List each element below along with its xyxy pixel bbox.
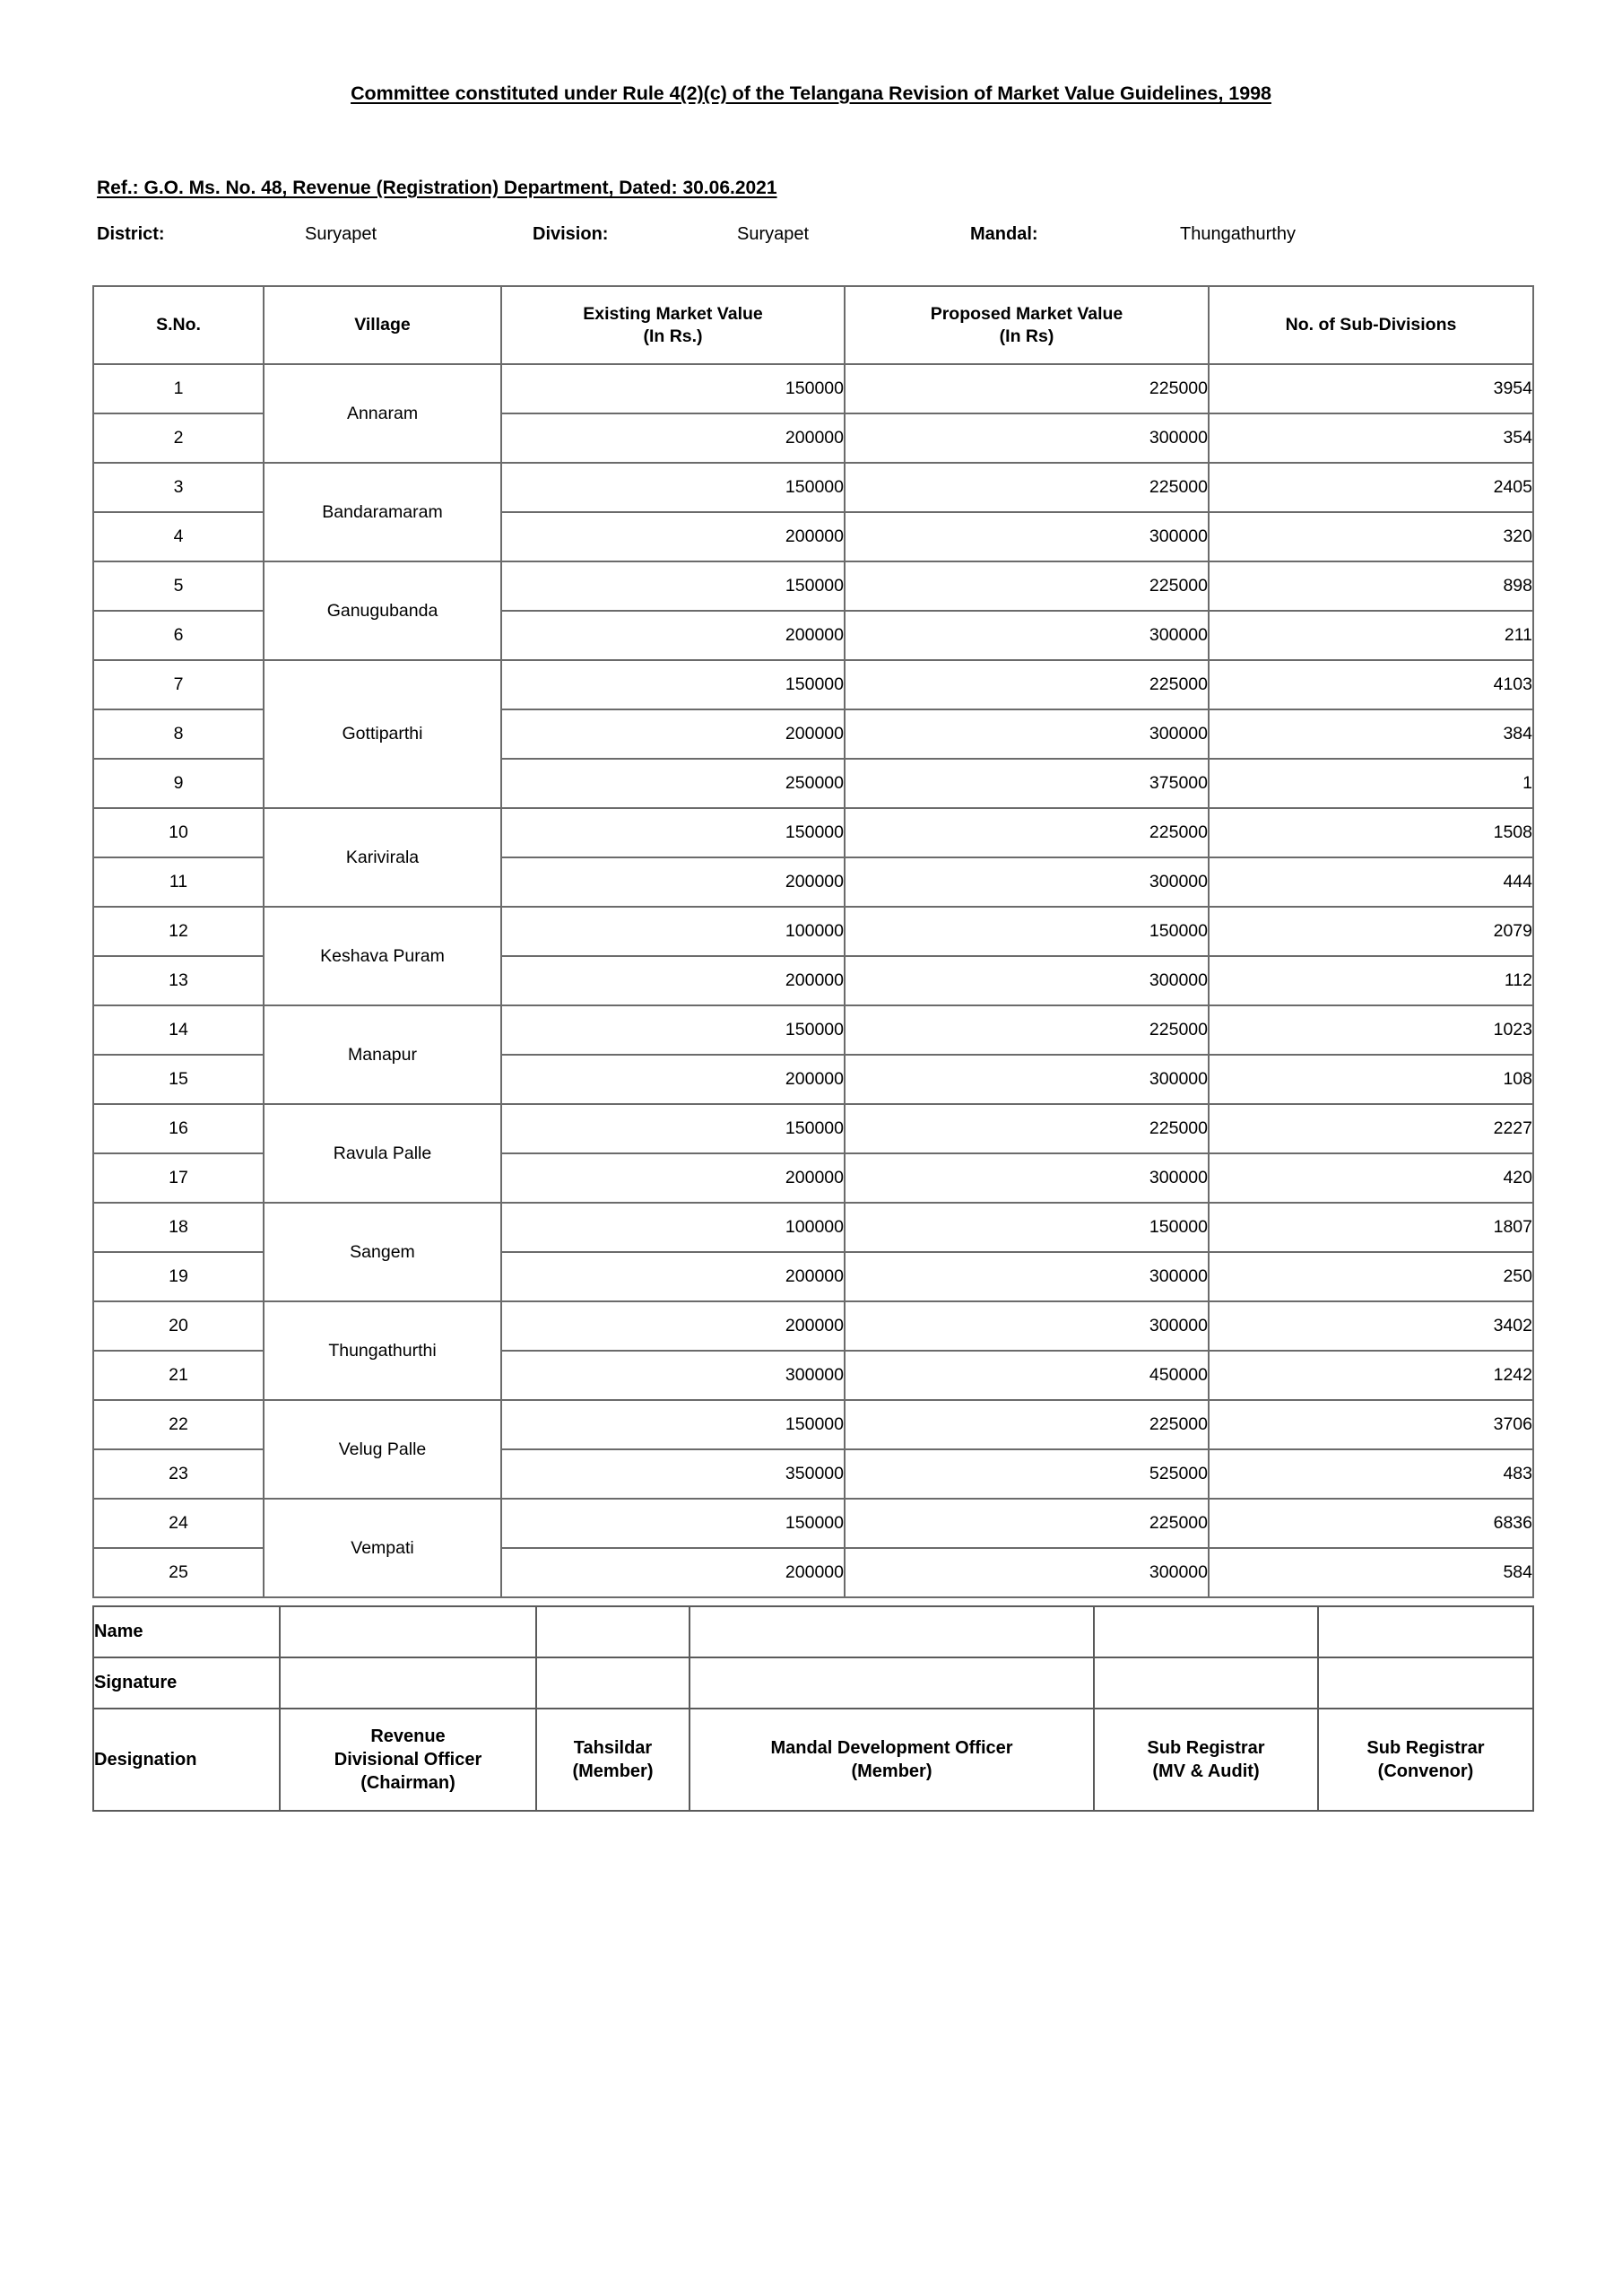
- cell-existing-market-value: 200000: [501, 1252, 845, 1301]
- name-field[interactable]: [1094, 1606, 1318, 1657]
- designation-line2: Divisional Officer: [334, 1750, 482, 1770]
- name-field[interactable]: [280, 1606, 536, 1657]
- table-row: [93, 1005, 1533, 1055]
- cell-sno: 6: [93, 611, 264, 660]
- designation-cell: [1094, 1709, 1318, 1811]
- division-label: Division:: [533, 224, 609, 244]
- cell-existing-market-value: 300000: [501, 1351, 845, 1400]
- page-title-text: Committee constituted under Rule 4(2)(c) of the Telangana Revision of Market Value Guidelines, 1998: [351, 83, 1271, 104]
- cell-existing-market-value: 200000: [501, 611, 845, 660]
- header-proposed-market-value: [845, 286, 1209, 364]
- cell-subdivisions: 250: [1209, 1252, 1533, 1301]
- cell-proposed-market-value: 225000: [845, 660, 1209, 709]
- name-field[interactable]: [690, 1606, 1094, 1657]
- cell-subdivisions: 584: [1209, 1548, 1533, 1597]
- designation-cell: [1318, 1709, 1533, 1811]
- cell-village: Keshava Puram: [264, 907, 501, 1005]
- cell-village: Ganugubanda: [264, 561, 501, 660]
- header-proposed-line1: Proposed Market Value: [930, 304, 1123, 325]
- cell-sno: 12: [93, 907, 264, 956]
- cell-proposed-market-value: 300000: [845, 1055, 1209, 1104]
- header-proposed-line2: (In Rs): [999, 326, 1054, 346]
- go-reference: [97, 178, 777, 199]
- signature-table-container: [92, 1605, 1532, 1812]
- page-title: [0, 83, 1622, 105]
- signature-field[interactable]: [536, 1657, 690, 1709]
- table-row: [93, 808, 1533, 857]
- cell-village: Thungathurthi: [264, 1301, 501, 1400]
- cell-existing-market-value: 150000: [501, 660, 845, 709]
- header-subdivisions: No. of Sub-Divisions: [1209, 286, 1533, 364]
- cell-proposed-market-value: 300000: [845, 1548, 1209, 1597]
- cell-proposed-market-value: 300000: [845, 857, 1209, 907]
- header-existing-line1: Existing Market Value: [583, 304, 763, 325]
- cell-existing-market-value: 150000: [501, 1104, 845, 1153]
- cell-existing-market-value: 200000: [501, 709, 845, 759]
- cell-sno: 1: [93, 364, 264, 413]
- cell-existing-market-value: 150000: [501, 463, 845, 512]
- cell-existing-market-value: 200000: [501, 1153, 845, 1203]
- cell-proposed-market-value: 225000: [845, 364, 1209, 413]
- cell-subdivisions: 898: [1209, 561, 1533, 611]
- cell-sno: 7: [93, 660, 264, 709]
- market-value-table: [92, 285, 1534, 1598]
- cell-subdivisions: 1807: [1209, 1203, 1533, 1252]
- cell-existing-market-value: 250000: [501, 759, 845, 808]
- cell-proposed-market-value: 300000: [845, 413, 1209, 463]
- cell-sno: 10: [93, 808, 264, 857]
- cell-village: Bandaramaram: [264, 463, 501, 561]
- cell-existing-market-value: 150000: [501, 1499, 845, 1548]
- cell-sno: 2: [93, 413, 264, 463]
- cell-sno: 15: [93, 1055, 264, 1104]
- cell-subdivisions: 444: [1209, 857, 1533, 907]
- designation-cell: [280, 1709, 536, 1811]
- cell-sno: 8: [93, 709, 264, 759]
- cell-subdivisions: 2227: [1209, 1104, 1533, 1153]
- cell-subdivisions: 1: [1209, 759, 1533, 808]
- signature-table: [92, 1605, 1534, 1812]
- table-row: [93, 1400, 1533, 1449]
- cell-proposed-market-value: 150000: [845, 907, 1209, 956]
- signature-row-designation: [93, 1709, 1533, 1811]
- designation-cell: [690, 1709, 1094, 1811]
- cell-proposed-market-value: 150000: [845, 1203, 1209, 1252]
- cell-village: Velug Palle: [264, 1400, 501, 1499]
- name-field[interactable]: [536, 1606, 690, 1657]
- cell-sno: 5: [93, 561, 264, 611]
- header-village: Village: [264, 286, 501, 364]
- signature-table-body: [93, 1606, 1533, 1811]
- signature-row-name: [93, 1606, 1533, 1657]
- cell-sno: 16: [93, 1104, 264, 1153]
- signature-row-label-name: Name: [93, 1606, 280, 1657]
- table-row: [93, 364, 1533, 413]
- cell-proposed-market-value: 225000: [845, 808, 1209, 857]
- cell-village: Manapur: [264, 1005, 501, 1104]
- signature-row-label-designation: Designation: [93, 1709, 280, 1811]
- header-existing-line2: (In Rs.): [643, 326, 703, 346]
- cell-village: Sangem: [264, 1203, 501, 1301]
- cell-existing-market-value: 200000: [501, 956, 845, 1005]
- designation-line1: Sub Registrar: [1147, 1738, 1265, 1758]
- cell-subdivisions: 112: [1209, 956, 1533, 1005]
- designation-line1: Mandal Development Officer: [770, 1738, 1013, 1758]
- cell-village: Annaram: [264, 364, 501, 463]
- cell-subdivisions: 211: [1209, 611, 1533, 660]
- designation-line2: (Convenor): [1377, 1761, 1474, 1781]
- cell-sno: 19: [93, 1252, 264, 1301]
- cell-proposed-market-value: 450000: [845, 1351, 1209, 1400]
- cell-subdivisions: 1242: [1209, 1351, 1533, 1400]
- cell-proposed-market-value: 225000: [845, 1400, 1209, 1449]
- district-label: District:: [97, 224, 165, 244]
- cell-subdivisions: 3706: [1209, 1400, 1533, 1449]
- cell-existing-market-value: 150000: [501, 561, 845, 611]
- cell-existing-market-value: 150000: [501, 364, 845, 413]
- cell-proposed-market-value: 225000: [845, 561, 1209, 611]
- signature-field[interactable]: [1318, 1657, 1533, 1709]
- cell-sno: 18: [93, 1203, 264, 1252]
- go-reference-text: Ref.: G.O. Ms. No. 48, Revenue (Registration) Department, Dated: 30.06.2021: [97, 178, 777, 198]
- cell-subdivisions: 3954: [1209, 364, 1533, 413]
- cell-subdivisions: 108: [1209, 1055, 1533, 1104]
- cell-existing-market-value: 200000: [501, 1055, 845, 1104]
- location-meta-row: [97, 224, 1540, 248]
- cell-subdivisions: 3402: [1209, 1301, 1533, 1351]
- table-row: [93, 561, 1533, 611]
- cell-proposed-market-value: 300000: [845, 1301, 1209, 1351]
- cell-existing-market-value: 350000: [501, 1449, 845, 1499]
- cell-existing-market-value: 100000: [501, 907, 845, 956]
- cell-existing-market-value: 200000: [501, 1548, 845, 1597]
- cell-proposed-market-value: 300000: [845, 512, 1209, 561]
- cell-subdivisions: 6836: [1209, 1499, 1533, 1548]
- cell-sno: 17: [93, 1153, 264, 1203]
- cell-sno: 20: [93, 1301, 264, 1351]
- district-value: Suryapet: [305, 224, 377, 244]
- table-header-row: [93, 286, 1533, 364]
- cell-proposed-market-value: 300000: [845, 709, 1209, 759]
- cell-subdivisions: 420: [1209, 1153, 1533, 1203]
- designation-line2: (Member): [572, 1761, 654, 1781]
- cell-existing-market-value: 200000: [501, 413, 845, 463]
- table-row: [93, 1203, 1533, 1252]
- table-row: [93, 463, 1533, 512]
- cell-village: Gottiparthi: [264, 660, 501, 808]
- cell-existing-market-value: 150000: [501, 1005, 845, 1055]
- cell-proposed-market-value: 225000: [845, 1005, 1209, 1055]
- table-body: [93, 364, 1533, 1597]
- cell-subdivisions: 384: [1209, 709, 1533, 759]
- signature-field[interactable]: [690, 1657, 1094, 1709]
- cell-proposed-market-value: 300000: [845, 1153, 1209, 1203]
- designation-line1: Sub Registrar: [1366, 1738, 1485, 1758]
- cell-proposed-market-value: 225000: [845, 1499, 1209, 1548]
- cell-sno: 4: [93, 512, 264, 561]
- cell-sno: 14: [93, 1005, 264, 1055]
- cell-subdivisions: 1508: [1209, 808, 1533, 857]
- mandal-label: Mandal:: [970, 224, 1038, 244]
- cell-existing-market-value: 200000: [501, 857, 845, 907]
- cell-existing-market-value: 150000: [501, 1400, 845, 1449]
- table-row: [93, 1499, 1533, 1548]
- name-field[interactable]: [1318, 1606, 1533, 1657]
- cell-existing-market-value: 150000: [501, 808, 845, 857]
- cell-subdivisions: 2405: [1209, 463, 1533, 512]
- table-row: [93, 1104, 1533, 1153]
- signature-field[interactable]: [280, 1657, 536, 1709]
- cell-village: Vempati: [264, 1499, 501, 1597]
- cell-proposed-market-value: 375000: [845, 759, 1209, 808]
- cell-subdivisions: 354: [1209, 413, 1533, 463]
- cell-sno: 9: [93, 759, 264, 808]
- cell-sno: 23: [93, 1449, 264, 1499]
- cell-subdivisions: 483: [1209, 1449, 1533, 1499]
- designation-line2: (MV & Audit): [1152, 1761, 1260, 1781]
- cell-proposed-market-value: 300000: [845, 1252, 1209, 1301]
- cell-sno: 22: [93, 1400, 264, 1449]
- cell-village: Karivirala: [264, 808, 501, 907]
- table-row: [93, 1301, 1533, 1351]
- cell-sno: 25: [93, 1548, 264, 1597]
- mandal-value: Thungathurthy: [1180, 224, 1296, 244]
- header-sno: S.No.: [93, 286, 264, 364]
- cell-sno: 11: [93, 857, 264, 907]
- table-row: [93, 907, 1533, 956]
- designation-line1: Revenue: [370, 1726, 446, 1746]
- cell-subdivisions: 4103: [1209, 660, 1533, 709]
- table-row: [93, 660, 1533, 709]
- cell-proposed-market-value: 300000: [845, 611, 1209, 660]
- cell-sno: 24: [93, 1499, 264, 1548]
- cell-subdivisions: 2079: [1209, 907, 1533, 956]
- header-existing-market-value: [501, 286, 845, 364]
- cell-subdivisions: 320: [1209, 512, 1533, 561]
- cell-existing-market-value: 200000: [501, 1301, 845, 1351]
- signature-field[interactable]: [1094, 1657, 1318, 1709]
- cell-existing-market-value: 200000: [501, 512, 845, 561]
- table-header: [93, 286, 1533, 364]
- cell-sno: 21: [93, 1351, 264, 1400]
- signature-row-signature: [93, 1657, 1533, 1709]
- signature-row-label-signature: Signature: [93, 1657, 280, 1709]
- designation-line1: Tahsildar: [573, 1738, 653, 1758]
- cell-village: Ravula Palle: [264, 1104, 501, 1203]
- designation-line3: (Chairman): [360, 1773, 455, 1793]
- cell-sno: 13: [93, 956, 264, 1005]
- cell-existing-market-value: 100000: [501, 1203, 845, 1252]
- designation-cell: [536, 1709, 690, 1811]
- cell-proposed-market-value: 225000: [845, 1104, 1209, 1153]
- designation-line2: (Member): [851, 1761, 932, 1781]
- cell-subdivisions: 1023: [1209, 1005, 1533, 1055]
- division-value: Suryapet: [737, 224, 810, 244]
- cell-proposed-market-value: 225000: [845, 463, 1209, 512]
- cell-sno: 3: [93, 463, 264, 512]
- cell-proposed-market-value: 300000: [845, 956, 1209, 1005]
- market-value-table-container: [92, 285, 1532, 1598]
- cell-proposed-market-value: 525000: [845, 1449, 1209, 1499]
